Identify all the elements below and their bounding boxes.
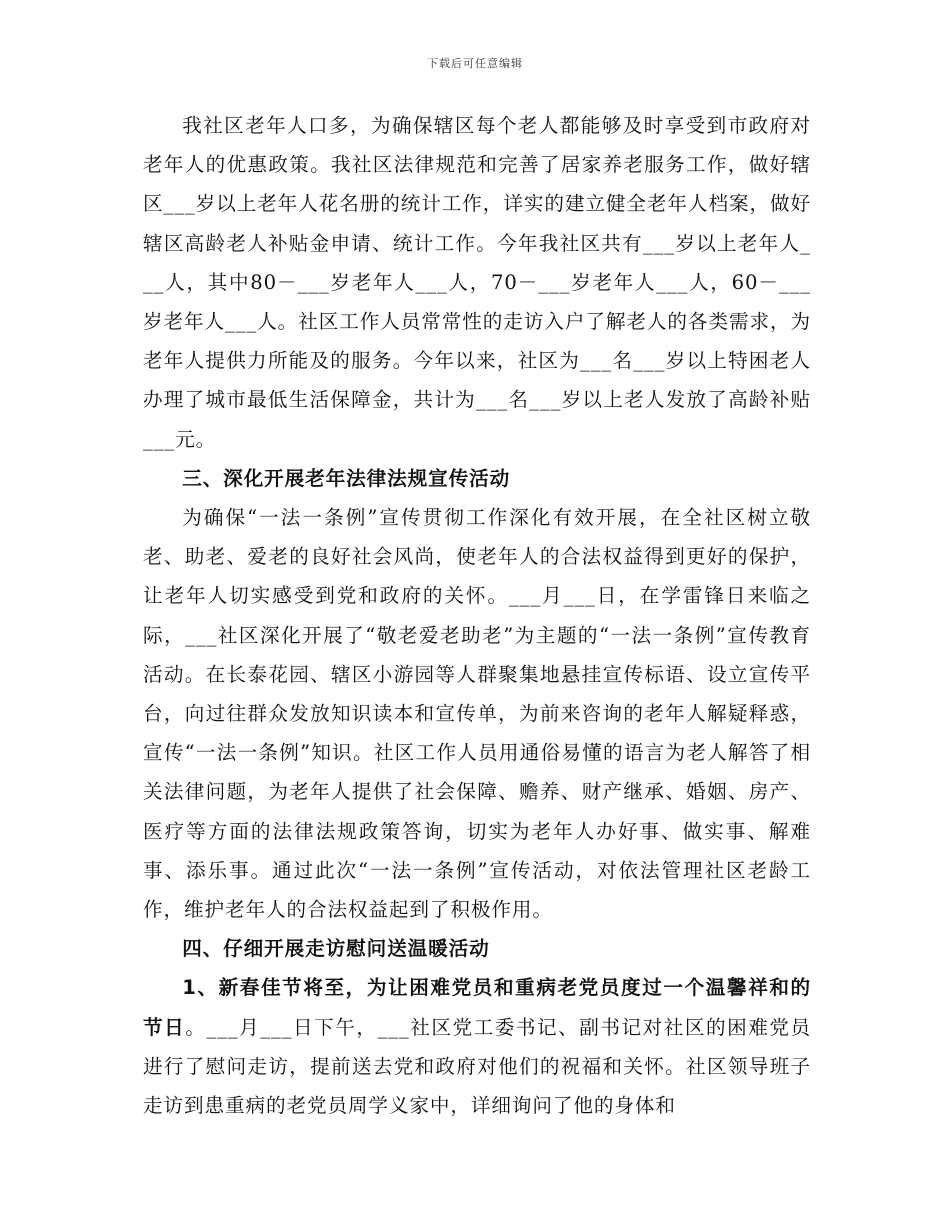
paragraph-visits-body: 。___月___日下午，___社区党工委书记、副书记对社区的困难党员进行了慰问走访，提前送去党和政府对他们的祝福和关怀。社区领导班子走访到患重病的老党员周学义家中，详细询问了他的身体和 xyxy=(143,1015,811,1118)
section-heading-4: 四、仔细开展走访慰问送温暖活动 xyxy=(182,937,490,961)
paragraph-visits xyxy=(143,968,811,1125)
paragraph-elderly-services: 我社区老年人口多，为确保辖区每个老人都能够及时享受到市政府对老年人的优惠政策。我社区法律规范和完善了居家养老服务工作，做好辖区___岁以上老年人花名册的统计工作，详实的建立健全老年人档案，做好辖区高龄老人补贴金申请、统计工作。今年我社区共有___岁以上老年人___人，其中80－___岁老年人___人，70－___岁老年人___人，60－___岁老年人___人。社区工作人员常常性的走访入户了解老人的各类需求，为老年人提供力所能及的服务。今年以来，社区为___名___岁以上特困老人办理了城市最低生活保障金，共计为___名___岁以上老人发放了高龄补贴___元。 xyxy=(143,114,811,451)
paragraph-visits-lead: 1、新春佳节将至，为让困难党员和重病老党员度过一个温馨祥和的节日 xyxy=(143,976,811,1039)
document-body xyxy=(143,106,811,1125)
section-heading-3: 三、深化开展老年法律法规宣传活动 xyxy=(182,466,511,490)
paragraph-legal-publicity: 为确保“一法一条例”宣传贯彻工作深化有效开展，在全社区树立敬老、助老、爱老的良好社会风尚，使老年人的合法权益得到更好的保护，让老年人切实感受到党和政府的关怀。___月___日，在学雷锋日来临之际，___社区深化开展了“敬老爱老助老”为主题的“一法一条例”宣传教育活动。在长泰花园、辖区小游园等人群聚集地悬挂宣传标语、设立宣传平台，向过往群众发放知识读本和宣传单，为前来咨询的老年人解疑释惑，宣传“一法一条例”知识。社区工作人员用通俗易懂的语言为老人解答了相关法律问题，为老年人提供了社会保障、赡养、财产继承、婚姻、房产、医疗等方面的法律法规政策答询，切实为老年人办好事、做实事、解难事、添乐事。通过此次“一法一条例”宣传活动，对依法管理社区老龄工作，维护老年人的合法权益起到了积极作用。 xyxy=(143,506,811,922)
header-note: 下载后可任意编辑 xyxy=(427,57,523,70)
